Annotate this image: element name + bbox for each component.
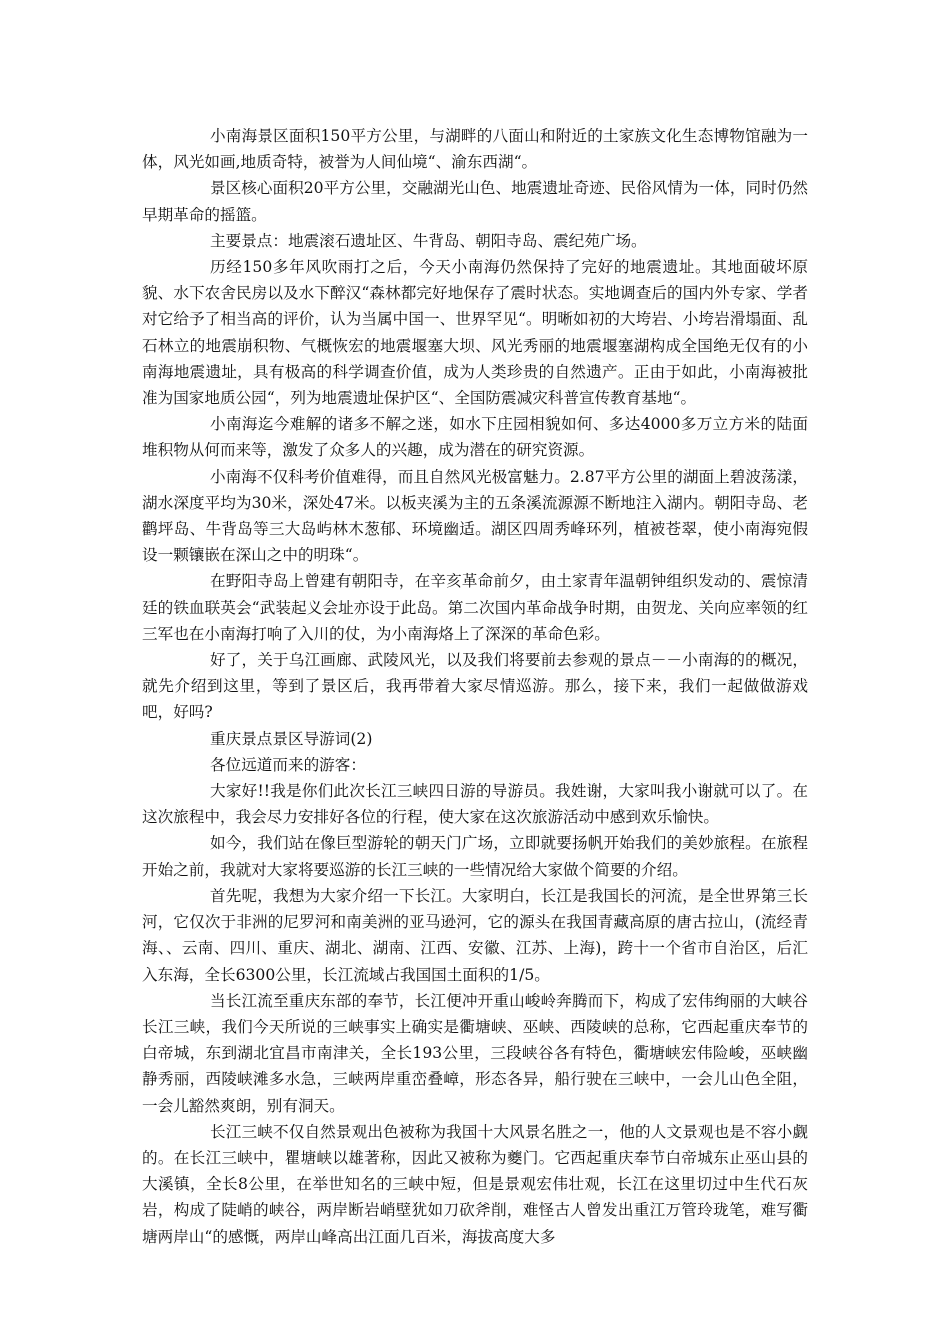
paragraph: 景区核心面积20平方公里，交融湖光山色、地震遗址奇迹、民俗风情为一体，同时仍然早期革命的摇篮。: [142, 179, 808, 224]
paragraph: 当长江流至重庆东部的奉节，长江便冲开重山峻岭奔腾而下，构成了宏伟绚丽的大峡谷长江三峡，我们今天所说的三峡事实上确实是衢塘峡、巫峡、西陵峡的总称，它西起重庆奉节的白帝城，东到湖北宜昌市南津关，全长193公里，三段峡谷各有特色，衢塘峡宏伟险峻，巫峡幽静秀丽，西陵峡滩多水急，三峡两岸重峦叠嶂，形态各异，船行驶在三峡中，一会儿山色全阻，一会儿豁然爽朗，别有洞天。: [142, 991, 808, 1115]
paragraph: 如今，我们站在像巨型游轮的朝天门广场，立即就要扬帆开始我们的美妙旅程。在旅程开始之前，我就对大家将要巡游的长江三峡的一些情况给大家做个简要的介绍。: [142, 834, 808, 879]
document-body: [142, 123, 808, 1250]
paragraph: 历经150多年风吹雨打之后，今天小南海仍然保持了完好的地震遗址。其地面破坏原貌、水下农舍民房以及水下醉汉“森林都完好地保存了震时状态。实地调查后的国内外专家、学者对它给予了相当高的评价，认为当属中国一、世界罕见“。明晰如初的大垮岩、小垮岩滑塌面、乱石林立的地震崩积物、气概恢宏的地震堰塞大坝、风光秀丽的地震堰塞湖构成全国绝无仅有的小南海地震遗址，具有极高的科学调查价值，成为人类珍贵的自然遗产。正由于如此，小南海被批准为国家地质公园“，列为地震遗址保护区“、全国防震减灾科普宣传教育基地“。: [142, 258, 808, 408]
paragraph: 小南海迄今难解的诸多不解之迷，如水下庄园相貌如何、多达4000多万立方米的陆面堆积物从何而来等，激发了众多人的兴趣，成为潜在的研究资源。: [142, 415, 808, 460]
greeting: 各位远道而来的游客：: [210, 755, 366, 774]
section-heading: 重庆景点景区导游词(2): [210, 729, 373, 748]
paragraph: 大家好!!我是你们此次长江三峡四日游的导游员。我姓谢，大家叫我小谢就可以了。在这次旅程中，我会尽力安排好各位的行程，使大家在这次旅游活动中感到欢乐愉快。: [142, 782, 808, 827]
paragraph: 好了，关于乌江画廊、武陵风光，以及我们将要前去参观的景点－－小南海的的概况，就先介绍到这里，等到了景区后，我再带着大家尽情巡游。那么，接下来，我们一起做做游戏吧，好吗?: [142, 651, 808, 722]
paragraph: 小南海景区面积150平方公里，与湖畔的八面山和附近的土家族文化生态博物馆融为一体，风光如画,地质奇特，被誉为人间仙境“、渝东西湖“。: [142, 127, 808, 172]
paragraph: 主要景点：地震滚石遗址区、牛背岛、朝阳寺岛、震纪苑广场。: [210, 231, 647, 250]
paragraph: 长江三峡不仅自然景观出色被称为我国十大风景名胜之一，他的人文景观也是不容小觑的。在长江三峡中，瞿塘峡以雄著称，因此又被称为夔门。它西起重庆奉节白帝城东止巫山县的大溪镇，全长8公里，在举世知名的三峡中短，但是景观宏伟壮观，长江在这里切过中生代石灰岩，构成了陡峭的峡谷，两岸断岩峭壁犹如刀砍斧削，难怪古人曾发出重江万管玲珑笔，难写衢塘两岸山“的感慨，两岸山峰高出江面几百米，海拔高度大多: [142, 1122, 808, 1246]
paragraph: 小南海不仅科考价值难得，而且自然风光极富魅力。2.87平方公里的湖面上碧波荡漾，湖水深度平均为30米，深处47米。以板夹溪为主的五条溪流源源不断地注入湖内。朝阳寺岛、老鹳坪岛、牛背岛等三大岛屿林木葱郁、环境幽适。湖区四周秀峰环列，植被苍翠，使小南海宛假设一颗镶嵌在深山之中的明珠“。: [142, 467, 808, 565]
paragraph: 在野阳寺岛上曾建有朝阳寺，在辛亥革命前夕，由土家青年温朝钟组织发动的、震惊清廷的铁血联英会“武装起义会址亦设于此岛。第二次国内革命战争时期，由贺龙、关向应率领的红三军也在小南海打响了入川的仗，为小南海烙上了深深的革命色彩。: [142, 572, 808, 643]
paragraph: 首先呢，我想为大家介绍一下长江。大家明白，长江是我国长的河流，是全世界第三长河，它仅次于非洲的尼罗河和南美洲的亚马逊河，它的源头在我国青藏高原的唐古拉山，(流经青海、、云南、四川、重庆、湖北、湖南、江西、安徽、江苏、上海)，跨十一个省市自治区，后汇入东海，全长6300公里，长江流域占我国国土面积的1/5。: [142, 886, 808, 984]
